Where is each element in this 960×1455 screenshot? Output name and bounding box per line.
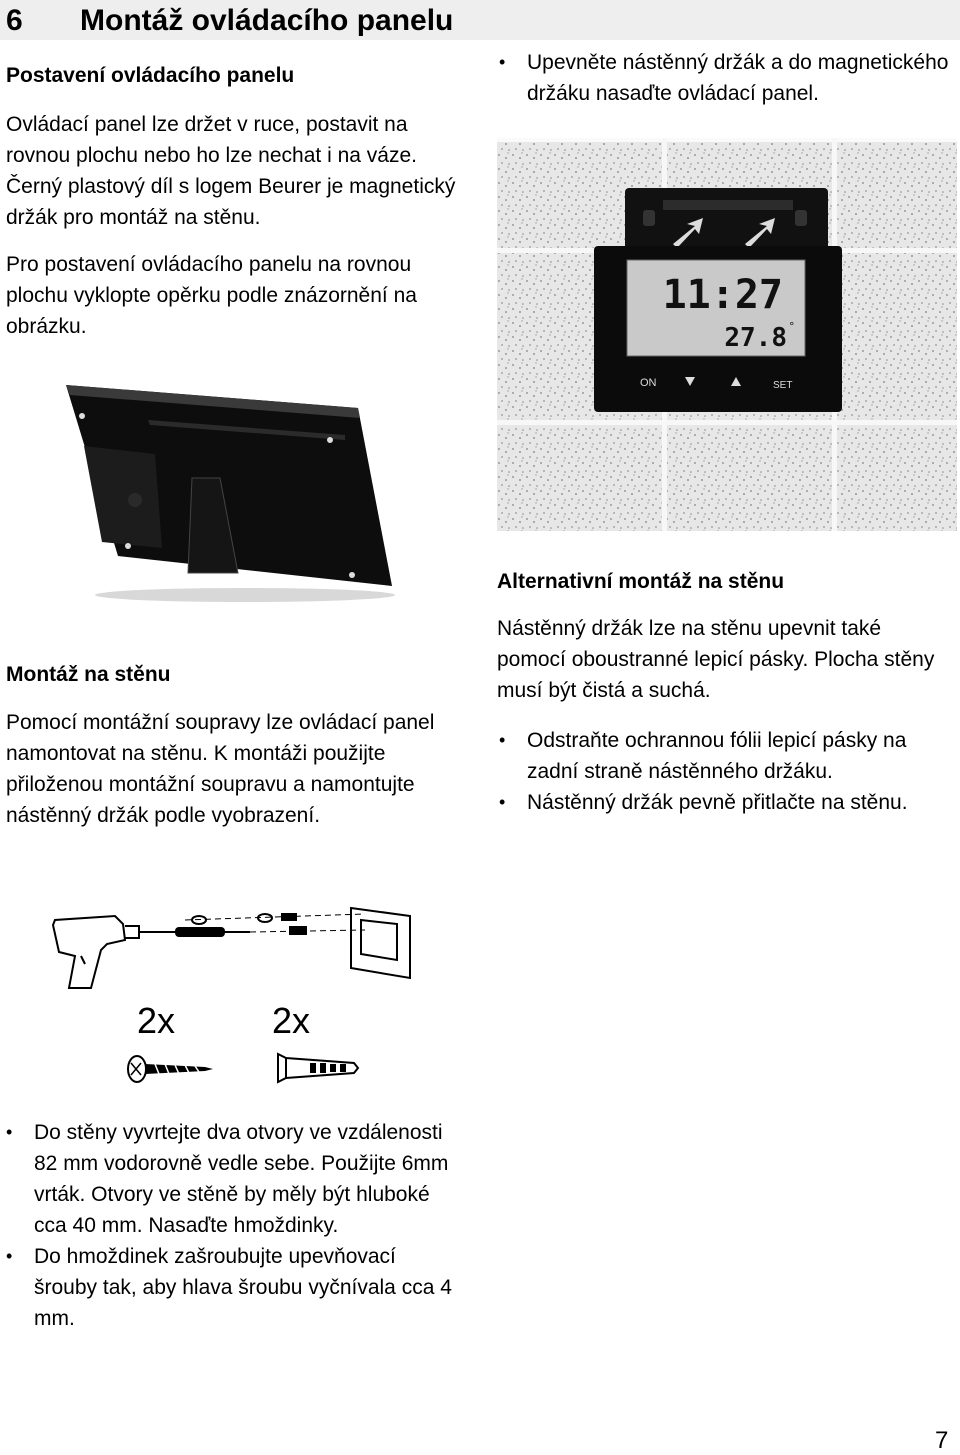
wall-mount-paragraph: Pomocí montážní soupravy lze ovládací panel namontovat na stěnu. K montáži použijte přiloženou montážní soupravu a namontujte nástěnný držák podle vyobrazení.	[6, 711, 435, 827]
screw-icon	[125, 1052, 215, 1086]
alt-bullet-remove-film: • Odstraňte ochrannou fólii lepicí pásky na zadní straně nástěnného držáku.	[497, 725, 957, 787]
alt-mount-bullets	[497, 725, 957, 818]
display-set-button: SET	[773, 380, 793, 391]
dowel-icon	[270, 1050, 360, 1086]
wall-mounted-panel-photo	[497, 138, 957, 531]
section-title: Montáž ovládacího panelu	[80, 4, 454, 37]
lcd-degree-unit: °	[789, 320, 795, 333]
lcd-time: 11:27	[662, 272, 783, 318]
bullet-mount-panel: • Upevněte nástěnný držák a do magnetického držáku nasaďte ovládací panel.	[497, 47, 952, 109]
bottom-bullet-drill-holes: • Do stěny vyvrtejte dva otvory ve vzdálenosti 82 mm vodorovně vedle sebe. Použijte 6mm vrták. Otvory ve stěně by měly být hluboké cca 40 mm. Nasaďte hmoždinky.	[4, 1117, 464, 1241]
lcd-temperature: 27.8	[724, 323, 787, 353]
placement-heading: Postavení ovládacího panelu	[6, 64, 295, 87]
panel-stand-illustration	[60, 380, 405, 605]
drill-assembly-illustration	[45, 900, 425, 995]
right-top-bullets	[497, 47, 952, 109]
alt-mount-paragraph: Nástěnný držák lze na stěnu upevnit také pomocí oboustranné lepicí pásky. Plocha stěny musí být čistá a suchá.	[497, 617, 935, 702]
dowel-count: 2x	[272, 1000, 311, 1041]
placement-paragraph-1: Ovládací panel lze držet v ruce, postavit na rovnou plochu nebo ho lze nechat i na váze. Černý plastový díl s logem Beurer je magnetický držák pro montáž na stěnu.	[6, 113, 456, 229]
display-on-button: ON	[640, 377, 657, 389]
alt-mount-heading: Alternativní montáž na stěnu	[497, 570, 785, 593]
wall-mount-heading: Montáž na stěnu	[6, 663, 171, 686]
placement-paragraph-2: Pro postavení ovládacího panelu na rovnou plochu vyklopte opěrku podle znázornění na obrázku.	[6, 253, 417, 338]
page-number: 7	[935, 1427, 949, 1454]
alt-bullet-press-holder: • Nástěnný držák pevně přitlačte na stěnu.	[497, 787, 957, 818]
bottom-bullets	[4, 1117, 464, 1334]
bottom-bullet-screws: • Do hmoždinek zašroubujte upevňovací šrouby tak, aby hlava šroubu vyčnívala cca 4 mm.	[4, 1241, 464, 1334]
section-number: 6	[6, 4, 23, 37]
screw-count: 2x	[137, 1000, 176, 1041]
